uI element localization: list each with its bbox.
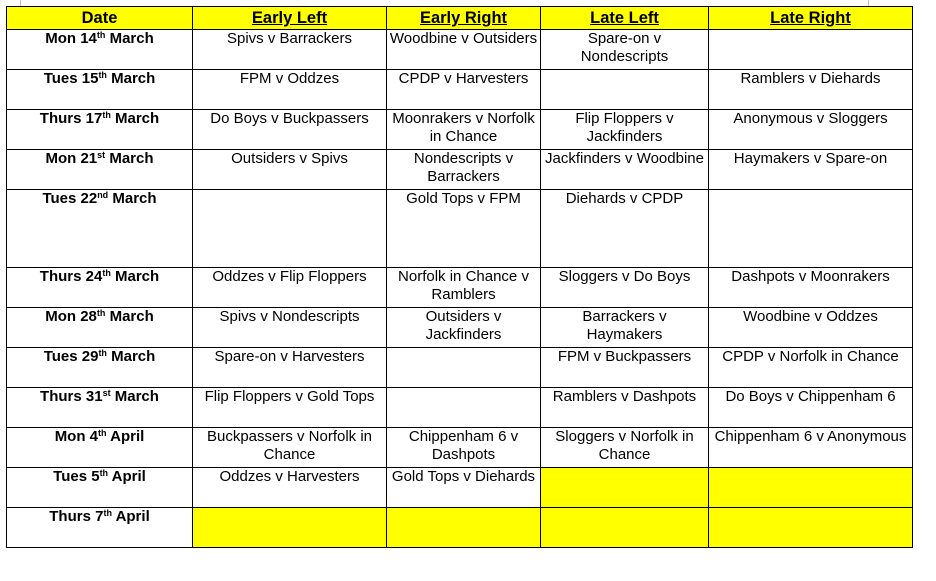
- date-month: March: [105, 30, 154, 47]
- date-suffix: th: [96, 30, 106, 40]
- table-row: [7, 308, 913, 348]
- date-day: Thurs 31: [40, 388, 103, 405]
- fixture-cell: Gold Tops v FPM: [387, 190, 541, 268]
- table-row: [7, 30, 913, 70]
- date-day: Mon 14: [45, 30, 97, 47]
- date-day: Thurs 7: [49, 508, 104, 525]
- fixture-cell: [193, 190, 387, 268]
- fixture-cell: Chippenham 6 v Anonymous: [709, 428, 913, 468]
- date-cell: [7, 150, 193, 190]
- fixture-cell: CPDP v Harvesters: [387, 70, 541, 110]
- table-row: [7, 190, 913, 268]
- date-cell: [7, 30, 193, 70]
- header-late-right: Late Right: [709, 7, 913, 30]
- fixture-cell: [541, 70, 709, 110]
- table-row: [7, 508, 913, 548]
- fixture-cell: Do Boys v Chippenham 6: [709, 388, 913, 428]
- date-month: March: [105, 150, 154, 167]
- table-row: [7, 428, 913, 468]
- date-month: March: [106, 70, 156, 87]
- fixture-cell: Do Boys v Buckpassers: [193, 110, 387, 150]
- fixture-cell: Diehards v CPDP: [541, 190, 709, 268]
- date-day: Thurs 24: [39, 268, 103, 285]
- date-cell: [7, 508, 193, 548]
- date-day: Tues 29: [43, 348, 99, 365]
- date-month: March: [106, 348, 156, 365]
- table-row: [7, 150, 913, 190]
- unavailable-cell: [709, 468, 913, 508]
- unavailable-cell: [387, 508, 541, 548]
- date-day: Tues 5: [53, 468, 100, 485]
- fixture-cell: [709, 190, 913, 268]
- fixture-cell: [387, 348, 541, 388]
- fixture-cell: FPM v Oddzes: [193, 70, 387, 110]
- fixture-cell: Sloggers v Norfolk in Chance: [541, 428, 709, 468]
- table-row: [7, 110, 913, 150]
- fixture-cell: Outsiders v Jackfinders: [387, 308, 541, 348]
- fixture-cell: Barrackers v Haymakers: [541, 308, 709, 348]
- fixture-cell: Spare-on v Harvesters: [193, 348, 387, 388]
- fixture-cell: Moonrakers v Norfolk in Chance: [387, 110, 541, 150]
- date-cell: [7, 348, 193, 388]
- fixture-cell: Haymakers v Spare-on: [709, 150, 913, 190]
- unavailable-cell: [541, 468, 709, 508]
- date-day: Mon 21: [45, 150, 98, 167]
- date-month: April: [108, 468, 146, 485]
- date-cell: [7, 190, 193, 268]
- fixture-cell: Dashpots v Moonrakers: [709, 268, 913, 308]
- fixture-cell: Ramblers v Diehards: [709, 70, 913, 110]
- date-cell: [7, 308, 193, 348]
- date-suffix: th: [102, 110, 111, 120]
- fixture-cell: Gold Tops v Diehards: [387, 468, 541, 508]
- fixture-cell: Ramblers v Dashpots: [541, 388, 709, 428]
- date-suffix: th: [96, 308, 106, 318]
- date-suffix: st: [97, 150, 106, 160]
- table-row: [7, 348, 913, 388]
- fixture-cell: Spivs v Barrackers: [193, 30, 387, 70]
- table-row: [7, 468, 913, 508]
- date-suffix: th: [98, 428, 107, 438]
- header-early-left: Early Left: [193, 7, 387, 30]
- header-late-left: Late Left: [541, 7, 709, 30]
- table-row: [7, 268, 913, 308]
- date-cell: [7, 70, 193, 110]
- date-day: Tues 15: [43, 70, 99, 87]
- fixture-cell: Chippenham 6 v Dashpots: [387, 428, 541, 468]
- fixture-cell: Oddzes v Harvesters: [193, 468, 387, 508]
- fixture-cell: Woodbine v Oddzes: [709, 308, 913, 348]
- fixture-cell: Jackfinders v Woodbine: [541, 150, 709, 190]
- date-day: Tues 22: [42, 190, 98, 207]
- date-suffix: th: [98, 348, 107, 358]
- header-row: [7, 7, 913, 30]
- date-month: April: [111, 508, 150, 525]
- fixture-cell: Outsiders v Spivs: [193, 150, 387, 190]
- date-day: Mon 28: [45, 308, 97, 325]
- fixture-cell: Spare-on v Nondescripts: [541, 30, 709, 70]
- date-suffix: th: [98, 70, 107, 80]
- fixture-cell: Oddzes v Flip Floppers: [193, 268, 387, 308]
- header-date: Date: [7, 7, 193, 30]
- fixture-cell: Buckpassers v Norfolk in Chance: [193, 428, 387, 468]
- fixture-cell: [709, 30, 913, 70]
- date-month: March: [110, 388, 159, 405]
- date-cell: [7, 468, 193, 508]
- date-month: March: [110, 110, 160, 127]
- fixtures-table: [6, 6, 913, 548]
- fixture-cell: CPDP v Norfolk in Chance: [709, 348, 913, 388]
- date-month: April: [106, 428, 145, 445]
- fixture-cell: Woodbine v Outsiders: [387, 30, 541, 70]
- table-row: [7, 388, 913, 428]
- date-month: March: [110, 268, 160, 285]
- fixture-cell: Flip Floppers v Gold Tops: [193, 388, 387, 428]
- date-month: March: [108, 190, 157, 207]
- header-early-right: Early Right: [387, 7, 541, 30]
- date-day: Thurs 17: [39, 110, 103, 127]
- date-cell: [7, 388, 193, 428]
- date-cell: [7, 428, 193, 468]
- date-suffix: st: [102, 388, 111, 398]
- date-suffix: th: [103, 508, 112, 518]
- fixture-cell: Flip Floppers v Jackfinders: [541, 110, 709, 150]
- date-day: Mon 4: [54, 428, 99, 445]
- date-suffix: nd: [97, 190, 109, 200]
- table-row: [7, 70, 913, 110]
- date-cell: [7, 110, 193, 150]
- fixture-cell: Spivs v Nondescripts: [193, 308, 387, 348]
- unavailable-cell: [541, 508, 709, 548]
- fixture-cell: Anonymous v Sloggers: [709, 110, 913, 150]
- fixture-cell: Sloggers v Do Boys: [541, 268, 709, 308]
- fixture-cell: FPM v Buckpassers: [541, 348, 709, 388]
- fixture-cell: Norfolk in Chance v Ramblers: [387, 268, 541, 308]
- fixture-cell: Nondescripts v Barrackers: [387, 150, 541, 190]
- date-suffix: th: [99, 468, 109, 478]
- date-month: March: [105, 308, 154, 325]
- unavailable-cell: [193, 508, 387, 548]
- fixture-cell: [387, 388, 541, 428]
- date-suffix: th: [102, 268, 111, 278]
- unavailable-cell: [709, 508, 913, 548]
- date-cell: [7, 268, 193, 308]
